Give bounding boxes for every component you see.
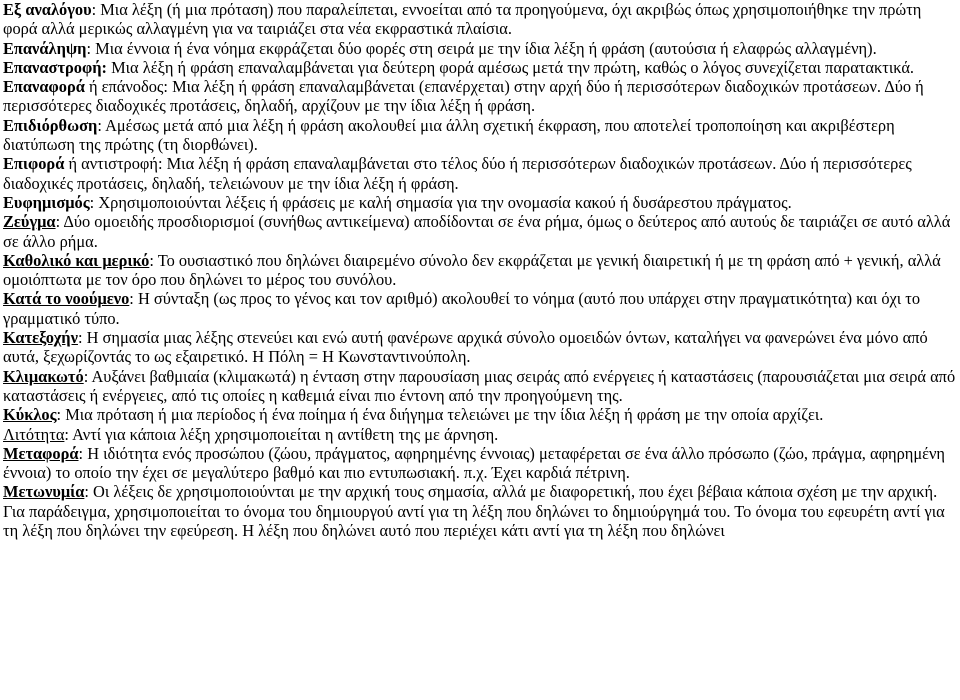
entry-separator: : — [91, 0, 101, 19]
entry-term: Επιδιόρθωση — [3, 115, 98, 135]
entry-term: Κλιμακωτό — [3, 366, 84, 386]
entry-definition: Η ιδιότητα ενός προσώπου (ζώου, πράγματος, αφηρημένης έννοιας) μεταφέρεται σε ένα άλλο πρόσωπο (ζώο, πράγμα, αφηρημένη έννοια) το οποίο την έχει σε μεγαλύτερο βαθμό και πιο εντυπωσιακή. π.χ. Έχει καρδιά πέτρινη. — [3, 443, 946, 483]
glossary-entry — [3, 444, 956, 483]
entry-separator: : — [149, 250, 158, 270]
entry-term: Ευφημισμός — [3, 192, 90, 212]
entry-definition: Μια έννοια ή ένα νόημα εκφράζεται δύο φορές στη σειρά με την ίδια λέξη ή φράση (αυτούσια ή ελαφρώς αλλαγμένη). — [95, 38, 877, 58]
glossary-entry — [3, 328, 956, 367]
glossary-entry — [3, 367, 956, 406]
entry-separator: : — [84, 482, 94, 502]
entry-term: Κατά το νοούμενο — [3, 289, 130, 309]
entry-term: Επανάληψη — [3, 38, 87, 58]
entry-definition: Μια λέξη (ή μια πρόταση) που παραλείπεται, εννοείται από τα προηγούμενα, όχι ακριβώς όπως χρησιμοποιήθηκε την πρώτη φορά αλλά μερικώς αλλαγμένη για να ταιριάζει στα νέα εκφραστικά πλαίσια. — [3, 0, 922, 39]
entry-separator: : — [89, 192, 99, 212]
entry-term: Λιτότητα — [3, 424, 65, 444]
entry-separator: : — [78, 443, 88, 463]
entry-term: Μετωνυμία — [3, 482, 85, 502]
entry-separator: : — [55, 212, 64, 232]
entry-separator: : — [56, 405, 66, 425]
entry-definition: Η σύνταξη (ως προς το γένος και τον αριθμό) ακολουθεί το νόημα (αυτό που υπάρχει στην πραγματικότητα) και όχι το γραμματικό τύπο. — [3, 289, 921, 328]
entry-definition: Αμέσως μετά από μια λέξη ή φράση ακολουθεί μια άλλη σχετική έκφραση, που αποτελεί τροποποίηση και ακριβέστερη διατύπωση της πρώτης (τη διορθώνει). — [3, 115, 895, 155]
entry-separator: : — [64, 424, 73, 444]
glossary-entry — [3, 39, 956, 58]
entry-term: Επαναφορά — [3, 77, 85, 97]
glossary-entry — [3, 0, 956, 39]
entry-separator: : — [86, 38, 96, 58]
entry-definition: Δύο ομοειδής προσδιορισμοί (συνήθως αντικείμενα) αποδίδονται σε ένα ρήμα, όμως ο δεύτερος από αυτούς δε ταιριάζει σε αυτό αλλά σε άλλο ρήμα. — [3, 212, 951, 251]
glossary-entry — [3, 251, 956, 290]
entry-separator: : — [77, 328, 87, 348]
entry-definition: ή αντιστροφή: Μια λέξη ή φράση επαναλαμβάνεται στο τέλος δύο ή περισσότερων διαδοχικών προτάσεων. Δύο ή περισσότερες διαδοχικές προτάσεις, δηλαδή, τελειώνουν με την ίδια λέξη ή φράση. — [3, 154, 912, 193]
entry-term: Κύκλος — [3, 405, 57, 425]
entry-term: Ζεύγμα — [3, 212, 56, 232]
entry-definition: Μια λέξη ή φράση επαναλαμβάνεται για δεύτερη φορά αμέσως μετά την πρώτη, καθώς ο λόγος συνεχίζεται παρατακτικά. — [111, 57, 915, 77]
entry-definition: Η σημασία μιας λέξης στενεύει και ενώ αυτή φανέρωνε αρχικά σύνολο ομοειδών όντων, καταλήγει να φανερώνει ένα μόνο από αυτά, ξεχωρίζοντάς το ως εξαιρετικό. Η Πόλη = Η Κωνσταντινούπολη. — [3, 328, 928, 367]
glossary-entry — [3, 154, 956, 193]
entry-definition: Οι λέξεις δε χρησιμοποιούνται με την αρχική τους σημασία, αλλά με διαφορετική, που έχει βέβαια κάποια σχέση με την αρχική. Για παράδειγμα, χρησιμοποιείται το όνομα του δημιουργού αντί για τη λέξη που δηλώνει το δημιούργημά του. Το όνομα του εφευρέτη αντί για τη λέξη που δηλώνει την εφεύρεση. Η λέξη που δηλώνει αυτό που περιέχει κάτι αντί για τη λέξη που δηλώνει — [3, 482, 945, 541]
entry-term: Επιφορά — [3, 154, 65, 174]
glossary-entry — [3, 482, 956, 540]
entry-term: Μεταφορά — [3, 443, 79, 463]
entry-definition: Αυξάνει βαθμιαία (κλιμακωτά) η ένταση στην παρουσίαση μιας σειράς από ενέργειες ή καταστάσεις (παρουσιάζεται μια σειρά από καταστάσεις ή ενέργειες, από τις οποίες η καθεμιά είναι πιο έντονη από την προηγούμενη της. — [3, 366, 956, 405]
glossary-entry — [3, 212, 956, 251]
glossary-entry — [3, 405, 956, 424]
entry-term: Καθολικό και μερικό — [3, 250, 150, 270]
glossary-entry — [3, 289, 956, 328]
entry-definition: Αντί για κάποια λέξη χρησιμοποιείται η αντίθετη της με άρνηση. — [72, 424, 499, 444]
entry-separator: : — [129, 289, 138, 309]
entry-term: Εξ αναλόγου — [3, 0, 92, 19]
glossary-entry — [3, 425, 956, 444]
entry-separator: : — [97, 115, 106, 135]
glossary-entry — [3, 58, 956, 77]
entry-term: Κατεξοχήν — [3, 328, 78, 348]
entry-definition: Χρησιμοποιούνται λέξεις ή φράσεις με καλή σημασία για την ονομασία κακού ή δυσάρεστου πράγματος. — [98, 192, 792, 212]
entry-definition: Μια πρόταση ή μια περίοδος ή ένα ποίημα ή ένα διήγημα τελειώνει με την ίδια λέξη ή φράση με την οποία αρχίζει. — [65, 405, 824, 425]
entry-definition: ή επάνοδος: Μια λέξη ή φράση επαναλαμβάνεται (επανέρχεται) στην αρχή δύο ή περισσότερων διαδοχικών προτάσεων. Δύο ή περισσότερες διαδοχικές προτάσεις, δηλαδή, αρχίζουν με την ίδια λέξη ή φράση. — [3, 77, 924, 116]
entry-separator: : — [83, 366, 92, 386]
glossary-entry — [3, 77, 956, 116]
glossary-entry — [3, 193, 956, 212]
entry-definition: Το ουσιαστικό που δηλώνει διαιρεμένο σύνολο δεν εκφράζεται με γενική διαιρετική ή με τη φράση από + γενική, αλλά ομοιόπτωτα με τον όρο που δηλώνει το μέρος του συνόλου. — [3, 250, 941, 290]
entry-term: Επαναστροφή: — [3, 57, 107, 77]
glossary-entry — [3, 116, 956, 155]
